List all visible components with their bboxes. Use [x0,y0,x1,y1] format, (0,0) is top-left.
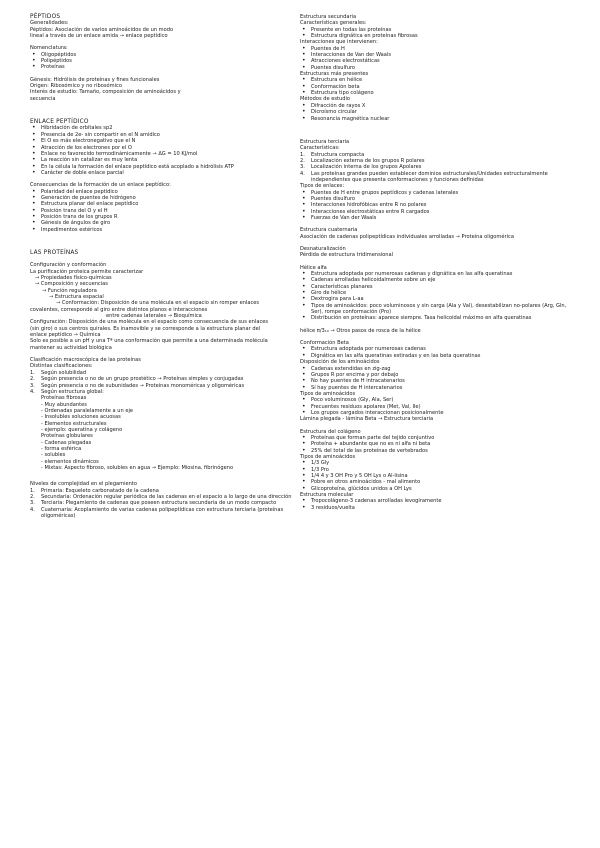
helice-pi-section [300,328,568,334]
list-item: • Proteínas que forman parte del tejido conjuntivo [300,435,568,441]
left-column [30,14,292,525]
list-item: Según solubilidad [41,369,87,376]
list-item: Cuaternaria: Acoplamiento de varias cadenas polipeptídicas con estructura terciaria (proteínas oligoméricas) [41,506,284,520]
list-item: • Interacciones electrostáticas entre R cargados [300,209,568,215]
list-item: • Atracción de los electrones por el O [30,145,292,151]
list-item: • Estructura en hélice [300,77,568,83]
caracteristicas-list [300,27,568,40]
text-line: → Composición y secuencias [35,281,108,288]
list-item: • Resonancia magnética nuclear [300,116,568,122]
list-item: • Dignática en las alfa queratinas estiradas y en las beta queratinas [300,353,568,359]
enlace-peptidico-section [30,119,292,176]
text-line: Interés de estudio: Tamaño, composición de aminoácidos y [30,89,181,96]
list-item: • Presente en todas las proteínas [300,27,568,33]
list-item: Las proteínas grandes pueden establecer dominios estructurales/Unidades estructuralmente independientes que presenta conformaciones y funciones definidas [311,170,548,183]
subheading: Conformación Beta [300,340,349,347]
consecuencias-list [30,189,292,233]
list-item: • Distribución en proteínas: aparece siempre. Tasa helicoidal máximo en alfa queratinas [300,315,568,321]
subheading: Características generales: [300,20,367,27]
text-line: Solo es posible a un pH y una Tª una conformación que permite a una determinada molécula [30,338,268,345]
list-item: • Puentes de H [300,46,568,52]
list-item: • Características planares [300,284,568,290]
list-item: • Cadenas arrolladas helicoidalmente sobre un eje [300,277,568,283]
subheading: Interacciones que intervienen: [300,39,378,46]
text-line: Distintas clasificaciones: [30,363,93,370]
text-line: hélice π/3₁₀ → Otros pasos de rosca de la hélice [300,327,421,334]
text-line: Generalidades: [30,20,69,27]
enlace-list [30,125,292,176]
nomenclatura-list [30,52,292,71]
subheading: Características: [300,145,340,152]
consecuencias-section [30,182,292,233]
clasificacion-list [30,370,292,395]
proteinas-section [30,250,292,351]
text-line: - Ordenadas paralelamente a un eje [41,407,134,414]
list-item: • Enlace no favorecido termodinámicamente → ΔG = 10 KJ/mol [30,151,292,157]
list-item: • Puentes de H entre grupos peptídicos y cadenas laterales [300,190,568,196]
estructuras-list [300,77,568,96]
list-item: Primaria: Esqueleto carbonatado de la cadena [41,487,159,494]
text-line: Asociación de cadenas polipeptídicas individuales arrolladas → Proteína oligomérica [300,233,514,240]
text-line: Lámina plegada - lámina Beta → Estructura terciaria [300,416,434,423]
subheading: Desnaturalización [300,246,346,252]
list-item: • Oligopéptidos [30,52,292,58]
helice-alfa-list [300,271,568,322]
colageno-aa-list [300,460,568,492]
list-item: • Dextrogira para L-aa [300,296,568,302]
section-title-enlace: ENLACE PEPTÍDICO [30,119,89,126]
text-line: Génesis: Hidrólisis de proteínas y fines funcionales [30,76,160,83]
list-item: • Tipos de aminoácidos: poco voluminosos y sin carga (Ala y Val), desestabilizan no-polares (Arg, Gln, Ser), rompe conformación (Pro) [300,303,568,316]
helice-alfa-section [300,265,568,322]
text-line: → Conformación: Disposición de una molécula en el espacio sin romper enlaces [56,300,260,307]
list-item: • No hay puentes de H intracatenarios [300,378,568,384]
list-item: • Fuerzas de Van der Waals [300,215,568,221]
list-item: Según presencia o no de un grupo prostético → Proteínas simples y conjugadas [41,376,244,383]
subheading: Niveles de complejidad en el plegamiento [30,481,138,488]
text-line: covalentes, correspondé al giro entre distintos planos e interacciones [30,306,208,313]
disposicion-list [300,366,568,391]
text-line: Péptidos: Asociación de varios aminoácidos de un modo [30,26,174,33]
list-item: • Proteína + abundante que no es ni alfa ni beta [300,441,568,447]
list-item: • Interacciones de Van der Waals [300,52,568,58]
list-item: • Grupos R por encima y por debajo [300,372,568,378]
estructura-terciaria-section [300,139,568,221]
colageno-molecular-list [300,498,568,511]
text-line: entre cadenas laterales → Bioquímica [106,313,202,320]
subheading: Tipos de enlaces: [300,183,345,190]
text-line: - Muy abundantes [41,401,87,408]
list-item: • 1/4 4 y 3 OH Pro y 5 OH Lys o Al-lisina [300,473,568,479]
list-item: Estructura compacta [311,151,365,158]
subheading: Estructuras más presentes [300,71,369,78]
section-title-peptidos: PÉPTIDOS [30,14,61,20]
list-item: • El O es más electronegativo que el N [30,138,292,144]
text-line: secuencia [30,95,56,102]
text-line: Clasificación macroscópica de las proteínas [30,357,141,364]
subheading: Nomenclatura: [30,45,68,52]
list-item: • Estructura adoptada por numerosas cadenas [300,346,568,352]
list-item: • Sí hay puentes de H intercatenarios [300,385,568,391]
list-item: • Giro de hélice [300,290,568,296]
list-item: • Posición trans de los grupos R [30,214,292,220]
subheading: Estructura cuaternaria [300,227,358,234]
text-line: Proteínas globulares [41,433,93,440]
peptidos-section [30,14,292,39]
list-item: • 3 residuos/vuelta [300,505,568,511]
list-item: • Interacciones hidrofóbicas entre R no polares [300,202,568,208]
list-item: • 25% del total de las proteínas de vertebrados [300,448,568,454]
tipos-aa-beta-list [300,397,568,416]
tipos-enlaces-list [300,190,568,222]
list-item: Según estructura global: [41,388,104,395]
list-item: • Atracciones electrostáticas [300,58,568,64]
beta-list [300,346,568,359]
subheading: Estructura terciaria [300,138,350,145]
metodos-list [300,103,568,122]
list-item: • Estructura planar del enlace peptídico [30,201,292,207]
section-title-proteinas: LAS PROTEÍNAS [30,249,79,256]
text-line: lineal a través de un enlace amida → enlace peptídico [30,33,168,40]
text-line: La purificación proteica permite caracterizar [30,268,144,275]
list-item: • Polaridad del enlace peptídico [30,189,292,195]
text-line: - solubles [41,452,66,459]
list-item: • 1/3 Pro [300,467,568,473]
estructura-global-details [30,395,292,471]
list-item: • Glicoproteína, glúcidos unidos a OH Lys [300,486,568,492]
text-line: mantener su actividad biológica [30,344,112,351]
list-item: Según presencia o no de subunidades → Proteínas monoméricas y oligoméricas [41,382,245,389]
list-item: Terciaria: Plegamiento de cadenas que poseen estructura secundaria de un modo compacto [41,500,277,507]
terciaria-caracteristicas-list [300,152,568,184]
text-line: Origen: Ribosómico y no ribosómico [30,83,122,90]
nomenclatura-section [30,45,292,70]
list-item: • La reacción sin catalizar es muy lenta [30,157,292,163]
list-item: • Cadenas extendidas en zig-zag [300,366,568,372]
niveles-section [30,481,292,519]
list-item: • Dicroísmo circular [300,109,568,115]
text-line: → Estructura espacial [49,294,104,301]
text-line: Configuración: Disposición de una molécula en el espacio como consecuencia de sus enlaces [30,319,269,326]
list-item: • Pobre en otros aminoácidos - mal alimento [300,479,568,485]
subheading: Métodos de estudio [300,96,351,103]
text-line: Proteínas fibrosas [41,395,87,402]
text-line: - ejemplo: queratina y colágeno [41,426,123,433]
list-item: • Los grupos cargados interaccionan posicionalmente [300,410,568,416]
desnaturalizacion-section [300,246,568,259]
estructura-secundaria-section [300,14,568,122]
list-item: • Posición trans del O y el H [30,208,292,214]
text-line: (sin giro) o sus centros quirales. Es inamovible y se corresponde a la estructura planar del [30,325,261,332]
subheading: Estructura secundaria [300,14,357,20]
conformacion-beta-section [300,340,568,422]
list-item: • Impedimentos estéricos [30,227,292,233]
list-item: • Estructura tipo colágeno [300,90,568,96]
clasificacion-section [30,357,292,471]
list-item: • 1/3 Gly [300,460,568,466]
list-item: • Puentes disulfuro [300,196,568,202]
text-line: Configuración y conformación [30,262,107,269]
subheading: Estructura del colágeno [300,428,361,435]
text-line: enlace peptídico → Química [30,332,101,339]
estructura-cuaternaria-section [300,227,568,240]
list-item: • Hibridación de orbitales sp2 [30,125,292,131]
list-item: • Proteínas [30,64,292,70]
list-item: • Conformación beta [300,84,568,90]
genesis-section [30,77,292,102]
text-line: → Función reguladora [42,287,97,294]
subheading: Disposición de los aminoácidos [300,359,380,366]
list-item: • Poco voluminosos (Gly, Ala, Ser) [300,397,568,403]
list-item: Secundaria: Ordenación regular periódica de las cadenas en el espacio a lo largo de una dirección [41,494,292,500]
list-item: • Difracción de rayos X [300,103,568,109]
list-item: • Génesis de ángulos de giro [30,220,292,226]
list-item: • Tropocolágeno-3 cadenas arrolladas levogiramente [300,498,568,504]
subheading: Hélice alfa [300,264,327,271]
text-line: - Cadenas plegadas [41,439,92,446]
list-item: • Estructura adoptada por numerosas cadenas y dignática en las alfa queratinas [300,271,568,277]
list-item: • En la célula la formación del enlace peptídico está acoplado a hidrólisis ATP [30,164,292,170]
list-item: Localización externa de los grupos R polares [311,157,425,164]
text-line: - Insolubles soluciones acuosas [41,414,121,421]
subheading: Tipos de aminoácidos [300,453,356,460]
subheading: Estructura molecular [300,492,354,499]
list-item: • Frecuentes residuos apolares (Met, Val, Ile) [300,404,568,410]
list-item: • Puentes disulfuro [300,65,568,71]
text-line: Pérdida de estructura tridimensional [300,252,394,259]
niveles-list [30,488,292,520]
subheading: Consecuencias de la formación de un enlace peptídico: [30,182,171,189]
list-item: • Carácter de doble enlace parcial [30,170,292,176]
text-line: - elementos dinámicos [41,458,99,465]
text-line: - Mixtas: Aspecto fibroso, solubles en agua → Ejemplo: Miosina, fibrinógeno [41,464,234,471]
text-line: - Elementos estructurales [41,420,107,427]
list-item: • Polipéptidos [30,58,292,64]
right-column [300,14,568,517]
interacciones-list [300,46,568,71]
subheading: Tipos de aminoácidos [300,390,356,397]
list-item: Localización interna de los grupos Apolares [311,164,422,171]
list-item: • Presencia de 2e- sin compartir en el N amídico [30,132,292,138]
text-line: → Propiedades físico-químicas [35,275,112,281]
text-line: - forma esférica [41,445,82,452]
list-item: • Estructura dignática en proteínas fibrosas [300,33,568,39]
colageno-section [300,429,568,511]
colageno-list [300,435,568,454]
list-item: • Generación de puentes de hidrógeno [30,195,292,201]
